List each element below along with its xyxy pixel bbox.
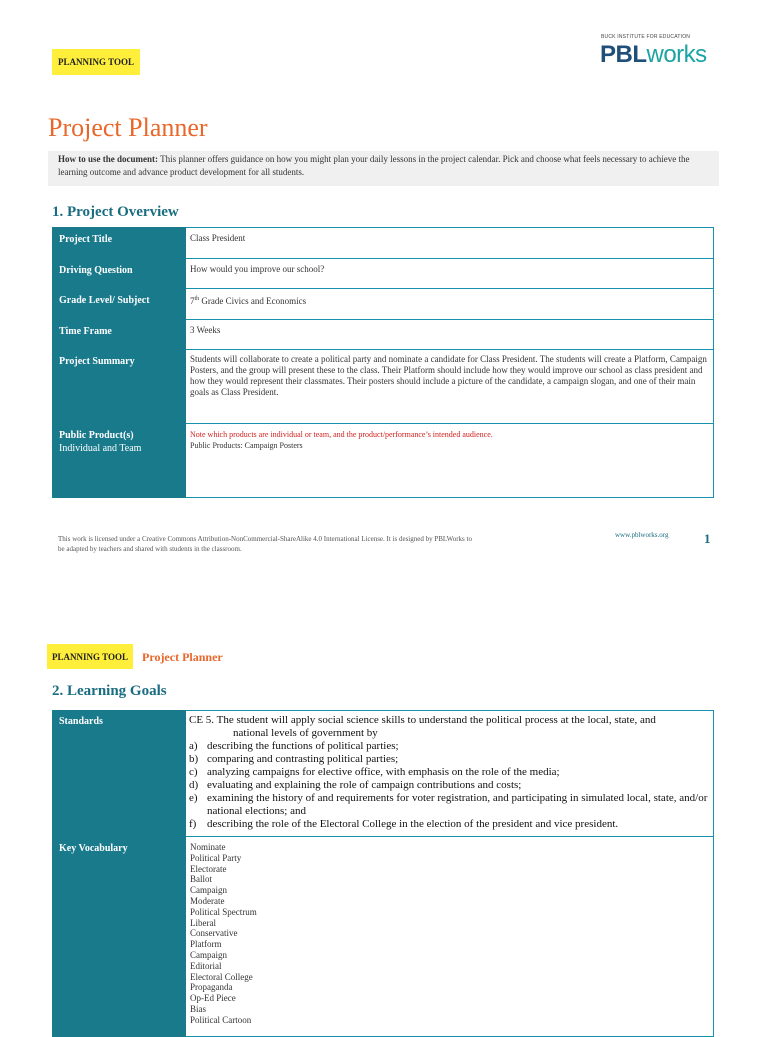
standard-item — [189, 753, 709, 766]
vocabulary-term: Campaign — [190, 885, 227, 896]
standard-item-letter: d) — [189, 779, 199, 791]
table-row — [53, 320, 714, 350]
section-heading-project-overview: 1. Project Overview — [52, 204, 179, 220]
public-product-label: Public Product(s) — [59, 430, 134, 441]
public-product-note: Note which products are individual or team, and the product/performance’s intended audience. — [190, 430, 493, 439]
public-product-sublabel: Individual and Team — [59, 443, 142, 454]
standard-intro-continued: national levels of government by — [233, 727, 378, 739]
row-label-standards: Standards — [53, 711, 186, 837]
project-overview-table — [52, 227, 714, 498]
vocabulary-term: Ballot — [190, 874, 212, 885]
public-product-value-cell — [186, 424, 714, 498]
standards-value — [186, 711, 714, 837]
standard-item — [189, 792, 709, 818]
planning-tool-tag-2: PLANNING TOOL — [47, 644, 133, 669]
vocabulary-term: Electorate — [190, 863, 227, 874]
standard-item-letter: a) — [189, 740, 198, 752]
vocabulary-term: Political Spectrum — [190, 906, 257, 917]
standards-list — [189, 740, 709, 831]
table-row — [53, 228, 714, 259]
table-row — [53, 259, 714, 289]
standard-item — [189, 779, 709, 792]
section-heading-learning-goals: 2. Learning Goals — [52, 683, 167, 699]
license-footer: This work is licensed under a Creative Commons Attribution-NonCommercial-ShareAlike 4.0 International License. It is designed by PBLWorks to be adapted by teachers and shared with students in the classroom. — [58, 535, 472, 553]
logo-subtitle: BUCK INSTITUTE FOR EDUCATION — [601, 34, 691, 40]
standard-item-text: examining the history of and requirements for voter registration, and participating in simulated local, state, and/or national elections; and — [207, 792, 708, 817]
vocabulary-term: Electoral College — [190, 971, 253, 982]
grade-level-value: 7th Grade Civics and Economics — [186, 289, 714, 320]
vocabulary-value — [186, 837, 714, 1037]
vocabulary-term: Political Cartoon — [190, 1014, 252, 1025]
vocabulary-term: Bias — [190, 1003, 207, 1014]
standard-item-text: describing the functions of political parties; — [207, 740, 399, 752]
page-header-title: Project Planner — [142, 650, 223, 664]
vocabulary-term: Propaganda — [190, 982, 233, 993]
row-label-time-frame: Time Frame — [53, 320, 186, 350]
how-to-label: How to use the document: — [58, 154, 158, 164]
driving-question-value: How would you improve our school? — [186, 259, 714, 289]
learning-goals-table — [52, 710, 714, 1037]
planning-tool-tag: PLANNING TOOL — [52, 49, 140, 75]
vocabulary-list — [190, 842, 709, 1026]
standard-item-text: describing the role of the Electoral College in the election of the president and vice president. — [207, 818, 619, 830]
standard-item-letter: b) — [189, 753, 199, 765]
standard-item-text: evaluating and explaining the role of campaign contributions and costs; — [207, 779, 522, 791]
row-label-project-summary: Project Summary — [53, 350, 186, 424]
standard-item-letter: e) — [189, 792, 198, 804]
standard-item-letter: c) — [189, 766, 198, 778]
table-row — [53, 424, 714, 498]
how-to-use-box — [48, 151, 719, 186]
table-row — [53, 837, 714, 1037]
table-row — [53, 289, 714, 320]
vocabulary-term: Campaign — [190, 949, 227, 960]
row-label-project-title: Project Title — [53, 228, 186, 259]
vocabulary-term: Moderate — [190, 895, 225, 906]
row-label-grade-level: Grade Level/ Subject — [53, 289, 186, 320]
row-label-driving-question: Driving Question — [53, 259, 186, 289]
standard-item — [189, 818, 709, 831]
pblworks-logo — [600, 34, 732, 70]
public-product-value: Public Products: Campaign Posters — [190, 441, 303, 450]
row-label-public-product — [53, 424, 186, 498]
standard-item-letter: f) — [189, 818, 197, 830]
row-label-key-vocabulary: Key Vocabulary — [53, 837, 186, 1037]
logo-wordmark: PBLworks — [600, 41, 707, 68]
table-row — [53, 711, 714, 837]
vocabulary-term: Conservative — [190, 928, 238, 939]
page-title: Project Planner — [48, 113, 208, 142]
vocabulary-term: Political Party — [190, 852, 242, 863]
project-title-value: Class President — [186, 228, 714, 259]
standard-item — [189, 740, 709, 753]
project-summary-value: Students will collaborate to create a political party and nominate a candidate for Class President. The students will create a Platform, Campaign Posters, and the group will present these to the class. Their Platform should include how they would improve our school as class president and how they would represent their classmates. Their posters should include a picture of the candidate, a campaign slogan, and one of their main goals as Class President. — [186, 350, 714, 424]
standard-item — [189, 766, 709, 779]
table-row — [53, 350, 714, 424]
vocabulary-term: Editorial — [190, 960, 222, 971]
vocabulary-term: Platform — [190, 939, 222, 950]
footer-url-link[interactable]: www.pblworks.org — [615, 531, 669, 539]
vocabulary-term: Liberal — [190, 917, 216, 928]
standard-item-text: comparing and contrasting political parties; — [207, 753, 399, 765]
time-frame-value: 3 Weeks — [186, 320, 714, 350]
how-to-text: This planner offers guidance on how you might plan your daily lessons in the project calendar. Pick and choose what feels necessary to achieve the learning outcome and advance product development for all students. — [58, 154, 690, 177]
vocabulary-term: Op-Ed Piece — [190, 993, 236, 1004]
vocabulary-term: Nominate — [190, 842, 226, 852]
standard-intro: CE 5. The student will apply social science skills to understand the political process at the local, state, and — [189, 714, 656, 726]
page-number: 1 — [704, 531, 711, 546]
standard-item-text: analyzing campaigns for elective office, with emphasis on the role of the media; — [207, 766, 560, 778]
